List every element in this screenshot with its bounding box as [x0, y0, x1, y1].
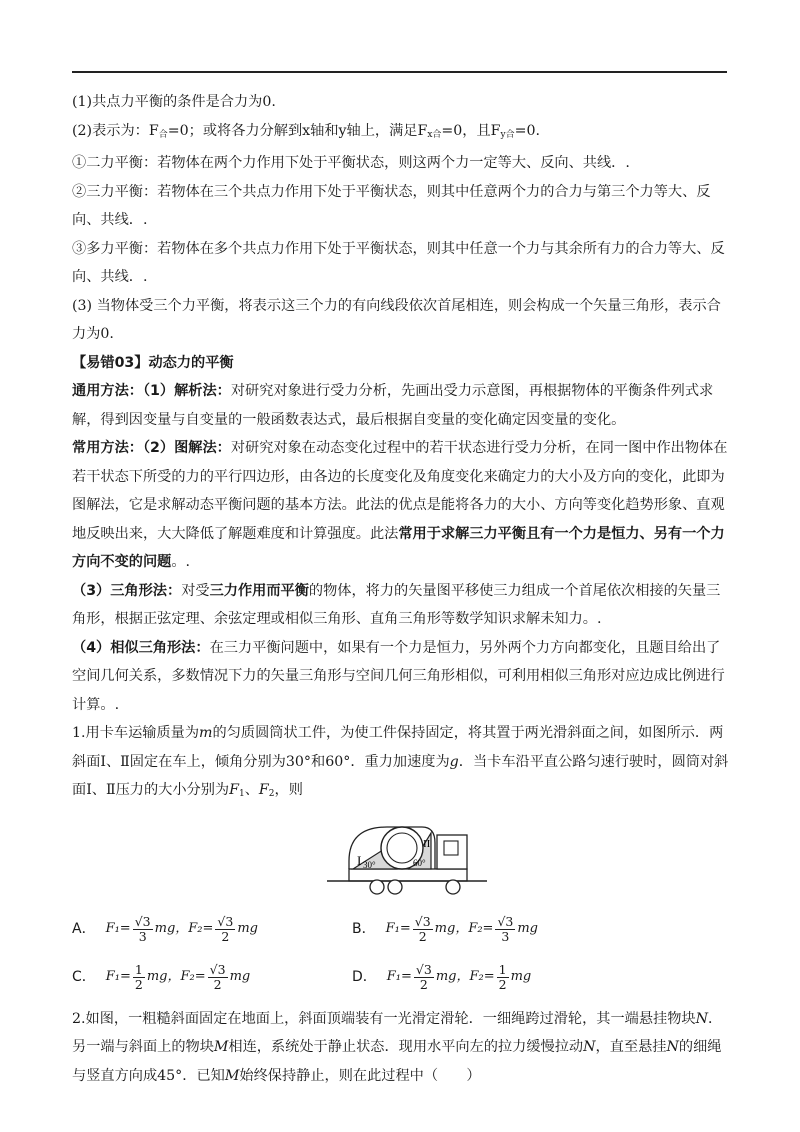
- common-method: 常用方法：（2）图解法：对研究对象在动态变化过程中的若干状态进行受力分析，在同一图中作出物体在若干状态下所受的力的平行四边形，由各边的长度变化及角度变化来确定力的大小及方向的变化，此即为图解法，它是求解动态平衡问题的基本方法。此法的优点是能将各力的大小、方向等变化趋势形象、直观地反映出来，大大降低了解题难度和计算强度。此法常用于求解三力平衡且有一个力是恒力、另有一个力方向不变的问题。.: [72, 440, 728, 570]
- triangle-method: （3）三角形法：对受三力作用而平衡的物体，将力的矢量图平移使三力组成一个首尾依次相接的矢量三角形，根据正弦定理、余弦定理或相似三角形、直角三角形等数学知识求解未知力。.: [72, 582, 721, 627]
- frac-b2: $\frac{√3}{3}$: [497, 913, 514, 944]
- angle-one: 30°: [363, 859, 376, 870]
- wheel-middle: [388, 880, 402, 894]
- label-slope-two: II: [423, 837, 431, 850]
- frac-a2: $\frac{√3}{2}$: [217, 913, 234, 944]
- general-method: 通用方法：（1）解析法：对研究对象进行受力分析，先画出受力示意图，再根据物体的平衡条件列式求解，得到因变量与自变量的一般函数表达式，最后根据自变量的变化确定因变量的变化。: [72, 383, 714, 428]
- frac-c2: $\frac{√3}{2}$: [209, 961, 226, 992]
- frac-d2: $\frac{1}{2}$: [498, 961, 507, 992]
- similar-triangle-method: （4）相似三角形法：在三力平衡问题中，如果有一个力是恒力，另外两个力方向都变化，且题目给出了空间几何关系，多数情况下力的矢量三角形与空间几何三角形相似，可利用相似三角形对应边成比例进行计算。.: [72, 639, 725, 713]
- item-two-force: ①二力平衡：若物体在两个力作用下处于平衡状态，则这两个力一定等大、反向、共线．.: [72, 155, 630, 171]
- item-three-force: ②三力平衡：若物体在三个共点力作用下处于平衡状态，则其中任意两个力的合力与第三个力等大、反向、共线．.: [72, 183, 711, 228]
- cab: [437, 835, 467, 869]
- question-2: 2.如图，一粗糙斜面固定在地面上，斜面顶端装有一光滑定滑轮．一细绳跨过滑轮，其一端悬挂物块N．另一端与斜面上的物块M相连，系统处于静止状态．现用水平向左的拉力缓慢拉动N，直至悬挂N的细绳与竖直方向成45°．已知M始终保持静止，则在此过程中（ ）: [72, 1010, 723, 1084]
- frac-b1: $\frac{√3}{2}$: [414, 913, 431, 944]
- wheel-front: [446, 880, 460, 894]
- section-heading: 【易错03】动态力的平衡: [72, 354, 234, 371]
- option-a[interactable]: A． F₁= $\frac{√3}{3}$ mg ，F₂= $\frac{√3}{2}$ mg: [72, 913, 258, 944]
- frac-a1: $\frac{√3}{3}$: [134, 913, 151, 944]
- truck-bed: [349, 869, 467, 881]
- options-row-2: [72, 957, 730, 1005]
- truck-diagram: [327, 813, 487, 905]
- question-1: 1.用卡车运输质量为m的匀质圆筒状工件，为使工件保持固定，将其置于两光滑斜面之间，如图所示．两斜面Ⅰ、Ⅱ固定在车上，倾角分别为30°和60°．重力加速度为g．当卡车沿平直公路匀速行驶时，圆筒对斜面Ⅰ、Ⅱ压力的大小分别为$F_1$、$F_2$，则: [72, 725, 729, 799]
- wheel-rear: [370, 880, 384, 894]
- para-1: (1)共点力平衡的条件是合力为0.: [72, 94, 276, 110]
- label-slope-one: I: [357, 852, 362, 868]
- frac-c1: $\frac{1}{2}$: [134, 961, 143, 992]
- truck-figure: [72, 809, 730, 909]
- option-b[interactable]: B． F₁= $\frac{√3}{2}$ mg ，F₂= $\frac{√3}{3}$ mg: [352, 913, 539, 944]
- option-c[interactable]: C． F₁= $\frac{1}{2}$ mg ，F₂= $\frac{√3}{2}$ mg: [72, 961, 251, 992]
- document-body: [72, 88, 730, 1090]
- header-rule: [72, 71, 727, 73]
- para-3: (3) 当物体受三个力平衡，将表示这三个力的有向线段依次首尾相连，则会构成一个矢量三角形，表示合力为0.: [72, 297, 721, 342]
- para-2: (2)表示为：$F_合=0$；或将各力分解到x轴和y轴上，满足$F_{x合}=0$，且$F_{y合}=0$.: [72, 122, 541, 140]
- angle-two: 60°: [413, 857, 426, 868]
- option-d[interactable]: D． F₁= $\frac{√3}{2}$ mg ，F₂= $\frac{1}{2}$ mg: [352, 961, 532, 992]
- options-row-1: [72, 909, 730, 957]
- item-multi-force: ③多力平衡：若物体在多个共点力作用下处于平衡状态，则其中任意一个力与其余所有力的合力等大、反向、共线．.: [72, 240, 725, 285]
- frac-d1: $\frac{√3}{2}$: [415, 961, 432, 992]
